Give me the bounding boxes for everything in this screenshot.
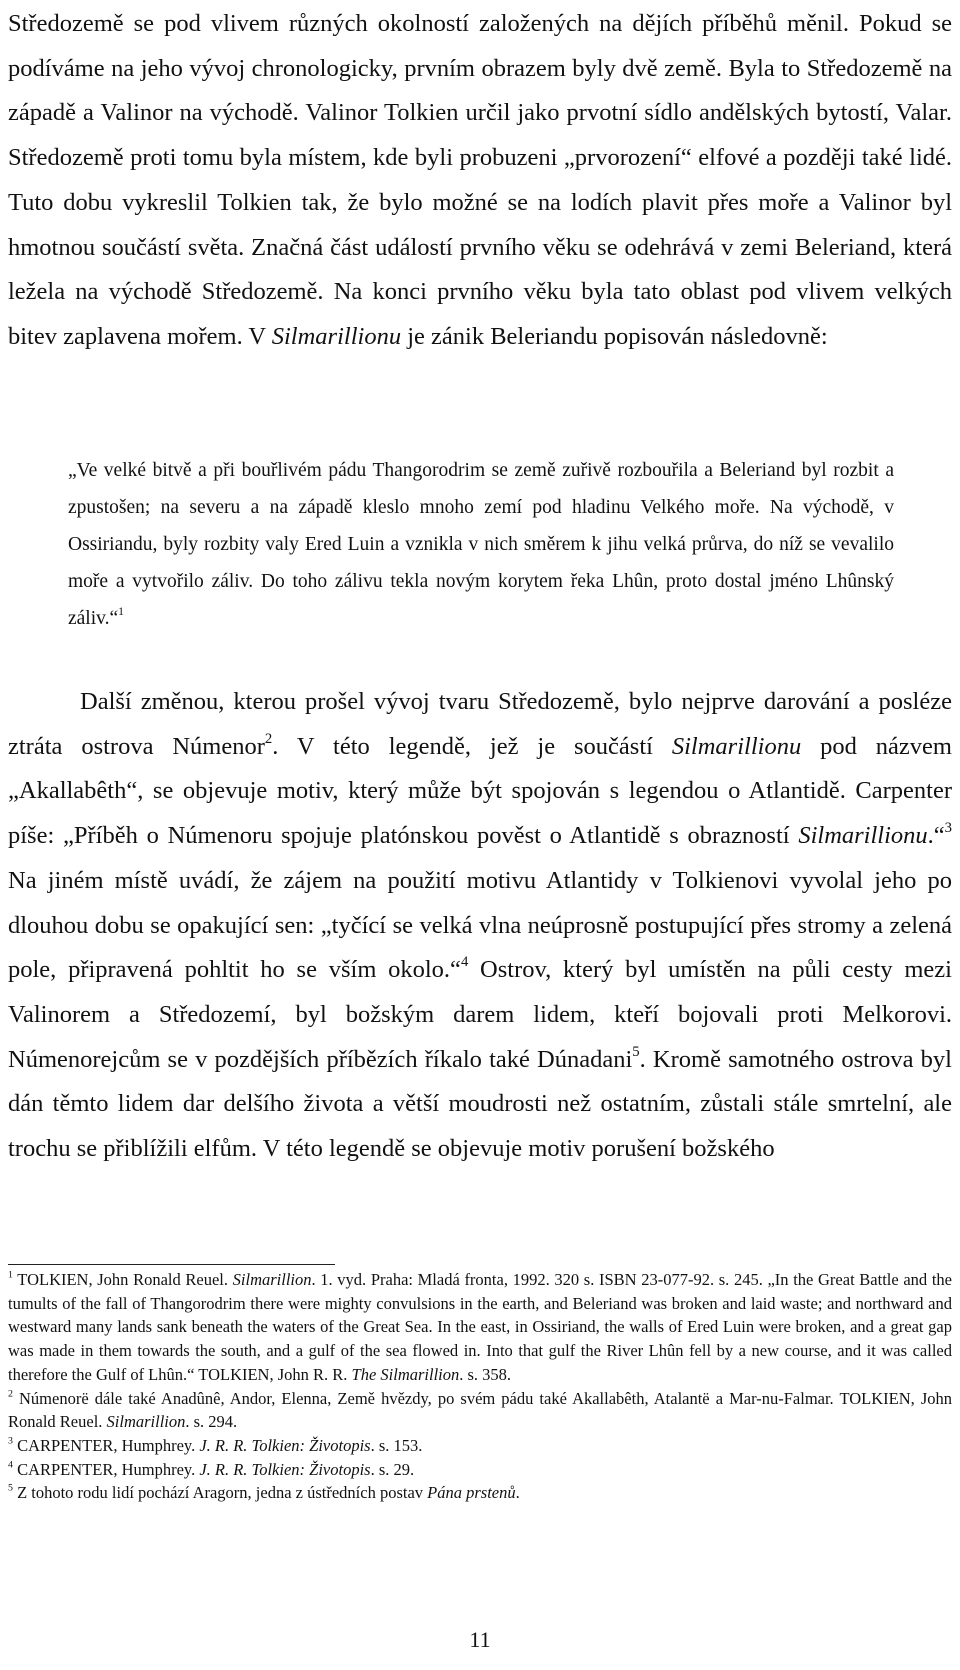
footnotes xyxy=(8,1268,952,1505)
footnote-1 xyxy=(8,1268,952,1387)
footnote-number: 3 xyxy=(8,1435,13,1447)
footnote-italic: J. R. R. Tolkien: Životopis xyxy=(199,1459,371,1479)
footnote-italic: Pána prstenů xyxy=(427,1483,516,1503)
footnote-number: 1 xyxy=(8,1269,13,1281)
paragraph-1-text-end: je zánik Beleriandu popisován následovně: xyxy=(401,322,828,350)
footnote-text: . s. 29. xyxy=(370,1459,415,1479)
footnote-separator xyxy=(8,1264,335,1265)
book-title-italic: Silmarillionu xyxy=(798,822,928,850)
footnote-text: Z tohoto rodu lidí pochází Aragorn, jedna z ústředních postav xyxy=(12,1483,428,1503)
footnote-ref-1[interactable]: 1 xyxy=(118,605,125,619)
footnote-italic: J. R. R. Tolkien: Životopis xyxy=(199,1435,371,1455)
paragraph-2-text: .“ xyxy=(927,822,945,850)
paragraph-1 xyxy=(8,2,952,360)
page-number: 11 xyxy=(469,1627,491,1652)
book-title-italic: Silmarillionu xyxy=(271,322,402,350)
paragraph-2-text: Na jiném místě uvádí, že zájem na použití motivu Atlantidy v Tolkienovi vyvolal jeho po dlouhou dobu se opakující sen: „tyčící se velká vlna neúprosně postupující přes stromy a zelená pole, připravená pohltit ho se vším okolo.“ xyxy=(8,866,952,984)
footnote-4 xyxy=(8,1458,952,1482)
book-title-italic: Silmarillionu xyxy=(671,732,802,760)
footnote-number: 2 xyxy=(8,1388,13,1400)
footnote-italic: Silmarillion xyxy=(232,1270,312,1289)
footnote-text: CARPENTER, Humphrey. xyxy=(12,1459,200,1479)
paragraph-2-text: pod názvem „Akallabêth“, se objevuje motiv, který může být spojován s legendou o Atlantidě. Carpenter píše: „Příběh o Númenoru spojuje platónskou pověst o Atlantidě s obrazností xyxy=(8,732,952,850)
footnote-text: . 1. vyd. Praha: Mladá fronta, 1992. 320 s. ISBN 23-077-92. s. 245. „In the Great Battle and the tumults of the fall of Thangorodrim there were mighty convulsions in the earth, and Beleriand was broken and laid waste; and northward and westward many lands sank beneath the waters of the Great Sea. In the east, in Ossiriand, the walls of Ered Luin were broken, and a great gap was made in them towards the south, and a gulf of the sea flowed in. Into that gulf the River Lhûn fell by a new course, and it was called therefore the Gulf of Lhûn.“ TOLKIEN, John R. R. xyxy=(8,1270,952,1384)
footnote-text: . s. 153. xyxy=(370,1435,423,1455)
footnote-ref-3[interactable]: 3 xyxy=(944,820,952,837)
footnote-italic: The Silmarillion xyxy=(351,1364,460,1384)
paragraph-1-text: Středozemě se pod vlivem různých okolností založených na dějích příběhů měnil. Pokud se podíváme na jeho vývoj chronologicky, prvním obrazem byly dvě země. Byla to Středozemě na západě a Valinor na východě. Valinor Tolkien určil jako prvotní sídlo andělských bytostí, Valar. Středozemě proti tomu byla místem, kde byli probuzeni „prvorození“ elfové a později také lidé. Tuto dobu vykreslil Tolkien tak, že bylo možné se na lodích plavit přes moře a Valinor byl hmotnou součástí světa. Značná část událostí prvního věku se odehrává v zemi Beleriand, která ležela na východě Středozemě. Na konci prvního věku byla tato oblast pod vlivem velkých bitev zaplavena mořem. V xyxy=(8,10,952,350)
paragraph-2-text: . Kromě samotného ostrova byl dán těmto lidem dar delšího života a větší moudrosti než ostatním, zůstali stále smrtelní, ale trochu se přiblížili elfům. V této legendě se objevuje motiv porušení božského xyxy=(8,1045,952,1163)
footnote-ref-5[interactable]: 5 xyxy=(632,1043,640,1060)
footnote-text: . s. 294. xyxy=(185,1412,238,1432)
footnote-number: 5 xyxy=(8,1482,13,1494)
footnote-text: Númenorë dále také Anadûnê, Andor, Elenna, Země hvězdy, po svém pádu také Akallabêth, Atalantë a Mar-nu-Falmar. TOLKIEN, John Ronald Reuel. xyxy=(8,1388,952,1432)
footnote-text: . s. 358. xyxy=(459,1364,512,1384)
paragraph-2 xyxy=(8,680,952,1172)
footnote-italic: Silmarillion xyxy=(106,1412,186,1432)
paragraph-2-text: Další změnou, kterou prošel vývoj tvaru Středozemě, bylo nejprve darování a posléze ztráta ostrova Númenor xyxy=(8,688,952,760)
paragraph-2-text: Ostrov, který byl umístěn na půli cesty mezi Valinorem a Středozemí, byl božským darem lidem, kteří bojovali proti Melkorovi. Númenorejcům se v pozdějších příbězích říkalo také Dúnadani xyxy=(8,956,952,1073)
footnote-3 xyxy=(8,1434,952,1458)
footnote-2 xyxy=(8,1387,952,1434)
footnote-text: TOLKIEN, John Ronald Reuel. xyxy=(12,1270,233,1289)
paragraph-2-text: . V této legendě, jež je součástí xyxy=(272,732,672,760)
quote-text: „Ve velké bitvě a při bouřlivém pádu Thangorodrim se země zuřivě rozbouřila a Beleriand byl rozbit a zpustošen; na severu a na západě kleslo mnoho zemí pod hladinu Velkého moře. Na východě, v Ossiriandu, byly rozbity valy Ered Luin a vznikla v nich směrem k jihu velká průrva, do níž se vevalilo moře a vytvořilo záliv. Do toho zálivu tekla novým korytem řeka Lhûn, proto dostal jméno Lhûnský záliv.“ xyxy=(68,460,894,629)
footnote-5 xyxy=(8,1481,952,1505)
footnote-ref-2[interactable]: 2 xyxy=(264,730,273,747)
footnote-number: 4 xyxy=(8,1459,13,1471)
footnote-text: . xyxy=(515,1483,520,1503)
footnote-ref-4[interactable]: 4 xyxy=(460,954,469,971)
footnote-text: CARPENTER, Humphrey. xyxy=(12,1435,200,1455)
block-quote xyxy=(68,452,894,637)
